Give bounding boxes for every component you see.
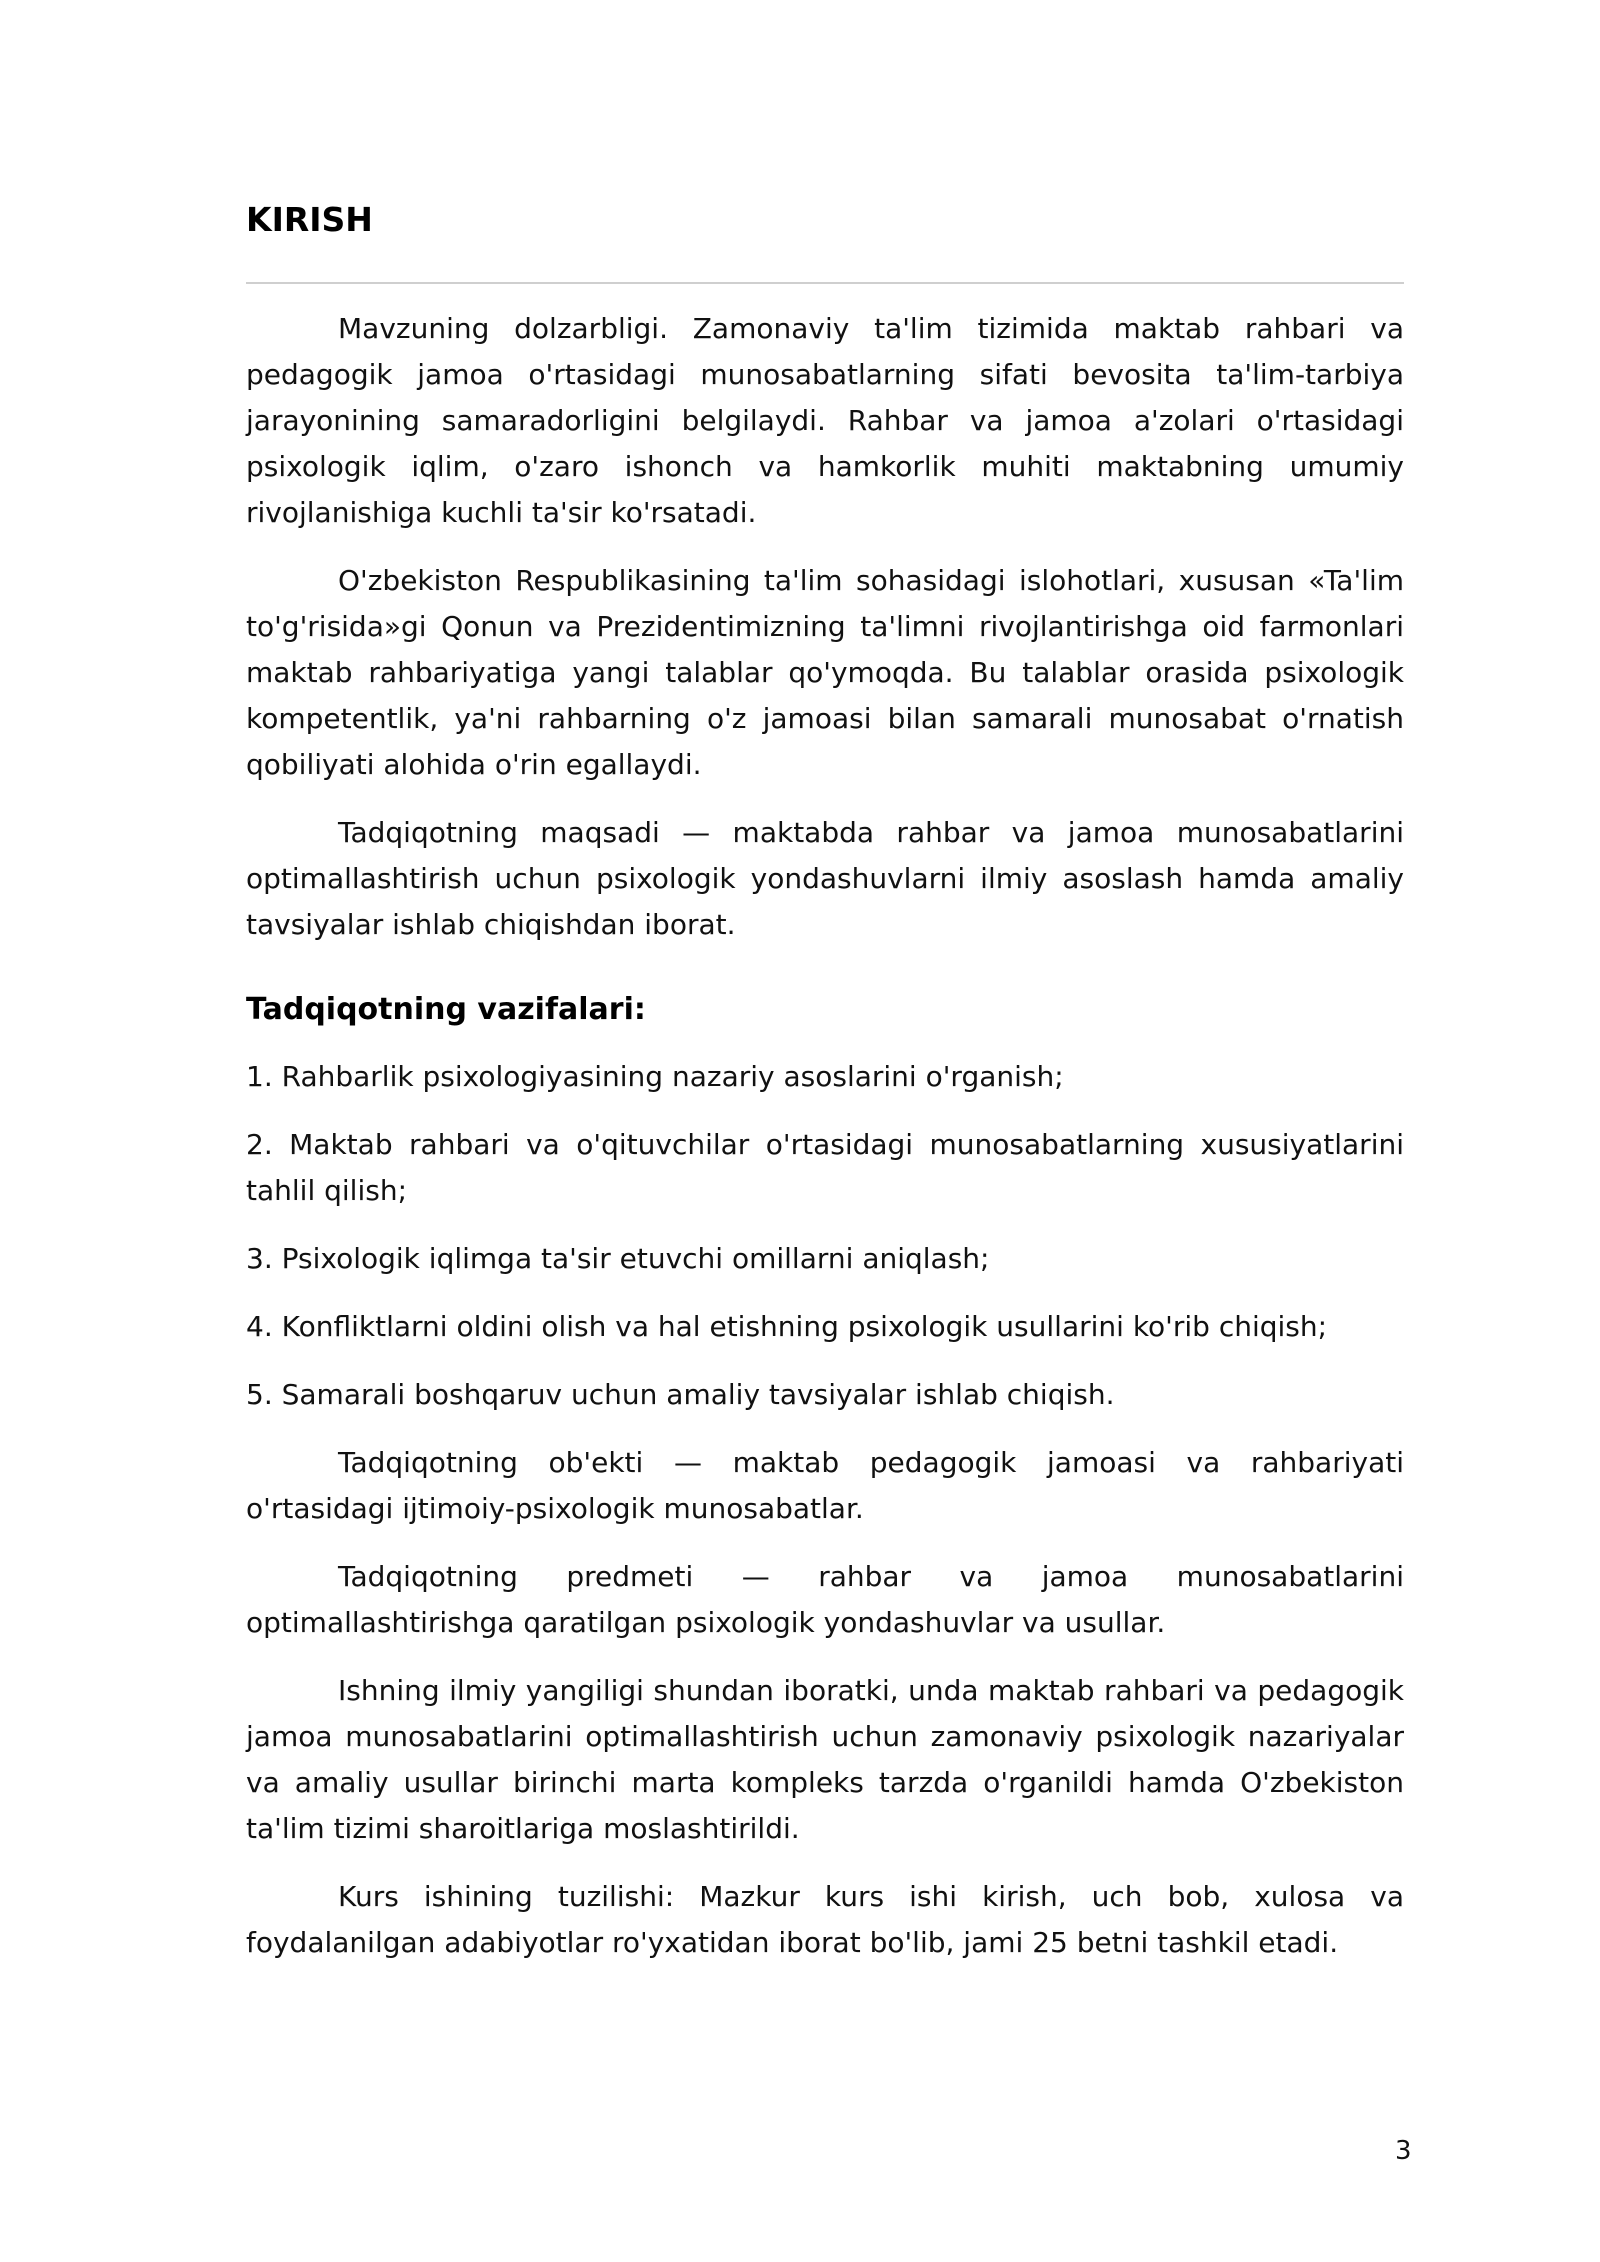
task-item-5: 5. Samarali boshqaruv uchun amaliy tavsiyalar ishlab chiqish. bbox=[246, 1378, 1115, 1411]
paragraph-novelty: Ishning ilmiy yangiligi shundan iboratki, unda maktab rahbari va pedagogik jamoa munosabatlarini optimallashtirish uchun zamonaviy psixologik nazariyalar va amaliy usullar birinchi marta kompleks tarzda o'rganildi hamda O'zbekiston ta'lim tizimi sharoitlariga moslashtirildi. bbox=[246, 1674, 1404, 1845]
tasks-heading: Tadqiqotning vazifalari: bbox=[246, 992, 646, 1027]
paragraph-reforms: O'zbekiston Respublikasining ta'lim sohasidagi islohotlari, xususan «Ta'lim to'g'risida»gi Qonun va Prezidentimizning ta'limni rivojlantirishga oid farmonlari maktab rahbariyatiga yangi talablar qo'ymoqda. Bu talablar orasida psixologik kompetentlik, ya'ni rahbarning o'z jamoasi bilan samarali munosabat o'rnatish qobiliyati alohida o'rin egallaydi. bbox=[246, 564, 1404, 781]
task-item-1: 1. Rahbarlik psixologiyasining nazariy asoslarini o'rganish; bbox=[246, 1060, 1064, 1093]
paragraph-relevance: Mavzuning dolzarbligi. Zamonaviy ta'lim tizimida maktab rahbari va pedagogik jamoa o'rtasidagi munosabatlarning sifati bevosita ta'lim-tarbiya jarayonining samaradorligini belgilaydi. Rahbar va jamoa a'zolari o'rtasidagi psixologik iqlim, o'zaro ishonch va hamkorlik muhiti maktabning umumiy rivojlanishiga kuchli ta'sir ko'rsatadi. bbox=[246, 312, 1404, 529]
task-item-2: 2. Maktab rahbari va o'qituvchilar o'rtasidagi munosabatlarning xususiyatlarini tahlil qilish; bbox=[246, 1128, 1404, 1207]
title-divider bbox=[246, 282, 1404, 284]
task-item-3: 3. Psixologik iqlimga ta'sir etuvchi omillarni aniqlash; bbox=[246, 1242, 990, 1275]
page-title: KIRISH bbox=[246, 200, 373, 239]
paragraph-object: Tadqiqotning ob'ekti — maktab pedagogik jamoasi va rahbariyati o'rtasidagi ijtimoiy-psixologik munosabatlar. bbox=[246, 1446, 1404, 1525]
paragraph-structure: Kurs ishining tuzilishi: Mazkur kurs ishi kirish, uch bob, xulosa va foydalanilgan adabiyotlar ro'yxatidan iborat bo'lib, jami 25 betni tashkil etadi. bbox=[246, 1880, 1404, 1959]
task-item-4: 4. Konfliktlarni oldini olish va hal etishning psixologik usullarini ko'rib chiqish; bbox=[246, 1310, 1328, 1343]
paragraph-subject: Tadqiqotning predmeti — rahbar va jamoa munosabatlarini optimallashtirishga qaratilgan psixologik yondashuvlar va usullar. bbox=[246, 1560, 1404, 1639]
page-number: 3 bbox=[1395, 2136, 1412, 2166]
document-page bbox=[246, 200, 1404, 1988]
paragraph-goal: Tadqiqotning maqsadi — maktabda rahbar va jamoa munosabatlarini optimallashtirish uchun psixologik yondashuvlarni ilmiy asoslash hamda amaliy tavsiyalar ishlab chiqishdan iborat. bbox=[246, 816, 1404, 941]
